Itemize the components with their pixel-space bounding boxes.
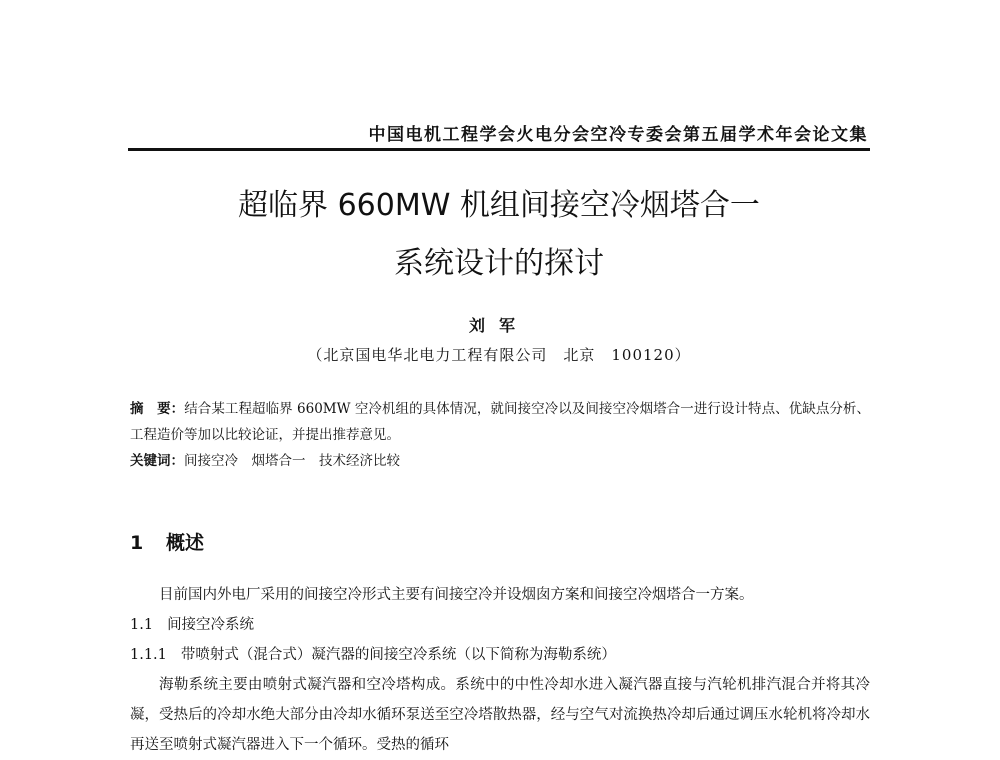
subsection-heading — [130, 610, 870, 640]
keywords-text: 间接空冷 烟塔合一 技术经济比较 — [184, 453, 400, 469]
paper-title-line-2: 系统设计的探讨 — [394, 246, 604, 281]
keywords-label: 关键词： — [130, 453, 184, 469]
abstract-block — [130, 396, 870, 474]
subsubsection-number: 1.1.1 — [130, 647, 167, 663]
paper-title-line-1: 超临界 660MW 机组间接空冷烟塔合一 — [238, 188, 760, 223]
subsection-number: 1.1 — [130, 617, 154, 633]
subsection-title: 间接空冷系统 — [167, 617, 255, 633]
section-heading — [130, 528, 204, 555]
body-text — [130, 580, 870, 760]
author-affiliation: （北京国电华北电力工程有限公司 北京 100120） — [307, 346, 691, 364]
body-paragraph-1: 目前国内外电厂采用的间接空冷形式主要有间接空冷并设烟囱方案和间接空冷烟塔合一方案。 — [159, 587, 754, 603]
running-head: 中国电机工程学会火电分会空冷专委会第五届学术年会论文集 — [368, 125, 868, 145]
subsubsection-title: 带喷射式（混合式）凝汽器的间接空冷系统（以下简称为海勒系统） — [180, 647, 616, 663]
section-number: 1 — [130, 532, 144, 554]
abstract-paragraph — [130, 396, 870, 448]
author-name: 刘军 — [468, 316, 529, 335]
subsubsection-heading — [130, 640, 870, 670]
body-paragraph-2: 海勒系统主要由喷射式凝汽器和空冷塔构成。系统中的中性冷却水进入凝汽器直接与汽轮机排汽混合并将其冷凝，受热后的冷却水绝大部分由冷却水循环泵送至空冷塔散热器，经与空气对流换热冷却后通过调压水轮机将冷却水再送至喷射式凝汽器进入下一个循环。受热的循环 — [130, 677, 870, 753]
header-rule — [128, 148, 870, 151]
keywords-paragraph — [130, 448, 870, 474]
abstract-label: 摘 要： — [130, 401, 185, 417]
abstract-text: 结合某工程超临界 660MW 空冷机组的具体情况，就间接空冷以及间接空冷烟塔合一进行设计特点、优缺点分析、工程造价等加以比较论证，并提出推荐意见。 — [130, 401, 870, 443]
section-title: 概述 — [166, 532, 205, 554]
